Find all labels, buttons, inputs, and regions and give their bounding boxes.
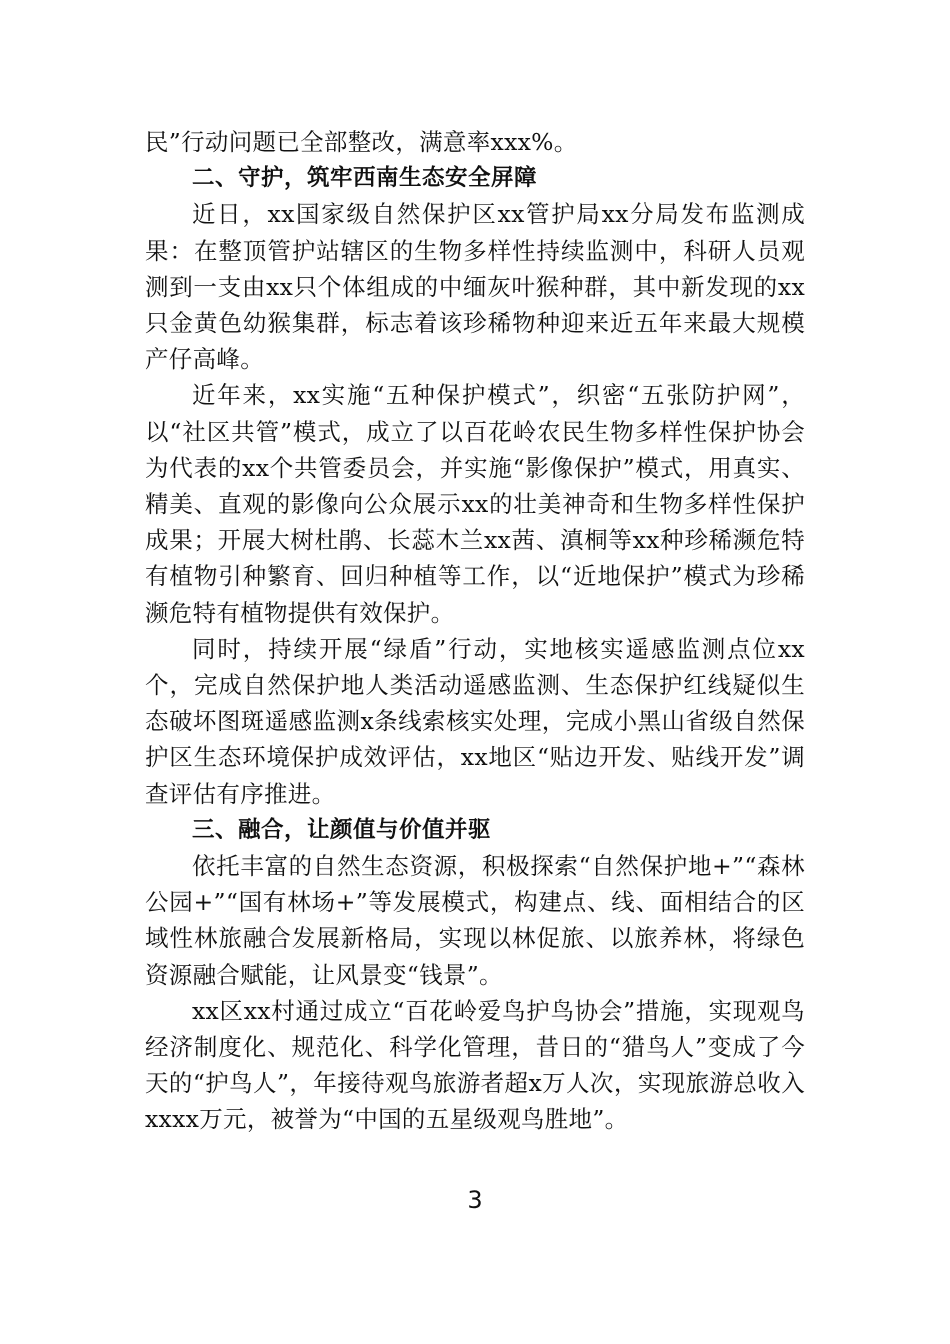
section-heading-2: 二、守护，筑牢西南生态安全屏障 bbox=[192, 165, 538, 192]
section-heading-3: 三、融合，让颜值与价值并驱 bbox=[192, 816, 492, 843]
paragraph-forest-tourism: 依托丰富的自然生态资源，积极探索“自然保护地+”“森林公园+”“国有林场+”等发展模式，构建点、线、面相结合的区域性林旅融合发展新格局，实现以林促旅、以旅养林，将绿色资源融合赋能，让风景变“钱景”。 bbox=[145, 852, 805, 989]
page-number: 3 bbox=[467, 1186, 483, 1214]
paragraph-protection-modes: 近年来，xx实施“五种保护模式”，织密“五张防护网”，以“社区共管”模式，成立了以百花岭农民生物多样性保护协会为代表的xx个共管委员会，并实施“影像保护”模式，用真实、精美、直观的影像向公众展示xx的壮美神奇和生物多样性保护成果；开展大树杜鹃、长蕊木兰xx茜、滇桐等xx种珍稀濒危特有植物引种繁育、回归种植等工作，以“近地保护”模式为珍稀濒危特有植物提供有效保护。 bbox=[145, 381, 805, 627]
paragraph-monitoring: 近日，xx国家级自然保护区xx管护局xx分局发布监测成果：在整顶管护站辖区的生物多样性持续监测中，科研人员观测到一支由xx只个体组成的中缅灰叶猴种群，其中新发现的xx只金黄色幼猴集群，标志着该珍稀物种迎来近五年来最大规模产仔高峰。 bbox=[145, 200, 805, 374]
paragraph-birdwatching: xx区xx村通过成立“百花岭爱鸟护鸟协会”措施，实现观鸟经济制度化、规范化、科学化管理，昔日的“猎鸟人”变成了今天的“护鸟人”，年接待观鸟旅游者超x万人次，实现旅游总收入xxxx万元，被誉为“中国的五星级观鸟胜地”。 bbox=[145, 996, 805, 1134]
paragraph-green-shield: 同时，持续开展“绿盾”行动，实地核实遥感监测点位xx个，完成自然保护地人类活动遥感监测、生态保护红线疑似生态破坏图斑遥感监测x条线索核实处理，完成小黑山省级自然保护区生态环境保护成效评估，xx地区“贴边开发、贴线开发”调查评估有序推进。 bbox=[145, 634, 805, 808]
paragraph-continuation: 民”行动问题已全部整改，满意率xxx%。 bbox=[145, 128, 578, 156]
document-body bbox=[145, 124, 805, 1138]
